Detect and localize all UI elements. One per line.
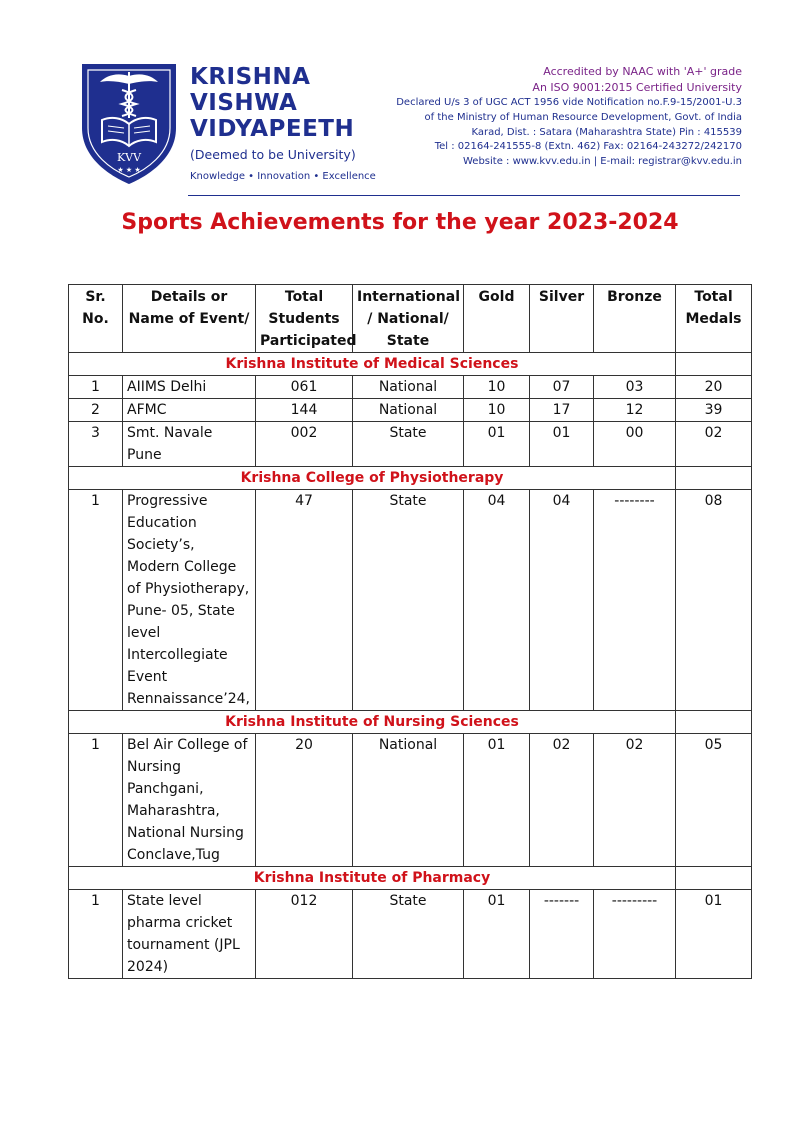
cell-silver: 17 bbox=[530, 399, 594, 422]
university-name-line3: VIDYAPEETH bbox=[190, 116, 355, 142]
section-row bbox=[69, 353, 752, 376]
cell-level: National bbox=[353, 399, 464, 422]
header-participants: Total Students Participated bbox=[256, 285, 353, 353]
cell-bronze: -------- bbox=[594, 490, 676, 711]
table-row bbox=[69, 376, 752, 399]
cell-total: 39 bbox=[676, 399, 752, 422]
cell-event: Progressive Education Society’s, Modern College of Physiotherapy, Pune- 05, State level Intercollegiate Event Rennaissance’24, bbox=[123, 490, 256, 711]
section-name: Krishna College of Physiotherapy bbox=[69, 467, 676, 490]
header-gold: Gold bbox=[464, 285, 530, 353]
section-name: Krishna Institute of Nursing Sciences bbox=[69, 711, 676, 734]
cell-bronze: 12 bbox=[594, 399, 676, 422]
cell-silver: 02 bbox=[530, 734, 594, 867]
cell-level: State bbox=[353, 890, 464, 979]
cell-sr: 1 bbox=[69, 376, 123, 399]
table-row bbox=[69, 399, 752, 422]
cell-total: 05 bbox=[676, 734, 752, 867]
cell-silver: 07 bbox=[530, 376, 594, 399]
letterhead-divider bbox=[188, 195, 740, 196]
university-name-line2: VISHWA bbox=[190, 90, 298, 116]
header-silver: Silver bbox=[530, 285, 594, 353]
cell-participants: 002 bbox=[256, 422, 353, 467]
cell-sr: 1 bbox=[69, 734, 123, 867]
accreditation-block bbox=[396, 64, 742, 170]
cell-level: State bbox=[353, 490, 464, 711]
cell-bronze: 00 bbox=[594, 422, 676, 467]
cell-level: National bbox=[353, 376, 464, 399]
cell-event: Bel Air College of Nursing Panchgani, Maharashtra, National Nursing Conclave,Tug bbox=[123, 734, 256, 867]
cell-sr: 2 bbox=[69, 399, 123, 422]
iso-certification: An ISO 9001:2015 Certified University bbox=[532, 81, 742, 94]
cell-total: 20 bbox=[676, 376, 752, 399]
section-row bbox=[69, 467, 752, 490]
cell-sr: 1 bbox=[69, 490, 123, 711]
cell-gold: 01 bbox=[464, 890, 530, 979]
cell-participants: 061 bbox=[256, 376, 353, 399]
cell-silver: 04 bbox=[530, 490, 594, 711]
cell-gold: 10 bbox=[464, 399, 530, 422]
cell-gold: 01 bbox=[464, 734, 530, 867]
header-sr-no: Sr. No. bbox=[69, 285, 123, 353]
cell-silver: ------- bbox=[530, 890, 594, 979]
cell-level: National bbox=[353, 734, 464, 867]
header-level: International / National/ State bbox=[353, 285, 464, 353]
letterhead bbox=[0, 0, 800, 200]
section-name: Krishna Institute of Medical Sciences bbox=[69, 353, 676, 376]
header-total-medals: Total Medals bbox=[676, 285, 752, 353]
telephone-line: Tel : 02164-241555-8 (Extn. 462) Fax: 02164-243272/242170 bbox=[434, 141, 742, 153]
cell-sr: 1 bbox=[69, 890, 123, 979]
cell-bronze: 02 bbox=[594, 734, 676, 867]
university-name-line1: KRISHNA bbox=[190, 64, 311, 90]
table-row bbox=[69, 734, 752, 867]
section-row bbox=[69, 867, 752, 890]
cell-silver: 01 bbox=[530, 422, 594, 467]
cell-participants: 47 bbox=[256, 490, 353, 711]
naac-accreditation: Accredited by NAAC with 'A+' grade bbox=[543, 65, 742, 78]
table-header-row bbox=[69, 285, 752, 353]
cell-level: State bbox=[353, 422, 464, 467]
ugc-declaration: Declared U/s 3 of UGC ACT 1956 vide Notification no.F.9-15/2001-U.3 bbox=[396, 97, 742, 108]
document-title: Sports Achievements for the year 2023-2024 bbox=[121, 210, 679, 235]
kvv-logo-shield-icon bbox=[76, 58, 182, 186]
cell-bronze: --------- bbox=[594, 890, 676, 979]
sports-achievements-table bbox=[68, 284, 752, 979]
cell-participants: 012 bbox=[256, 890, 353, 979]
deemed-university-label: (Deemed to be University) bbox=[190, 147, 356, 162]
cell-sr: 3 bbox=[69, 422, 123, 467]
cell-total: 08 bbox=[676, 490, 752, 711]
university-name bbox=[190, 64, 354, 142]
table-row bbox=[69, 422, 752, 467]
header-bronze: Bronze bbox=[594, 285, 676, 353]
cell-gold: 01 bbox=[464, 422, 530, 467]
cell-bronze: 03 bbox=[594, 376, 676, 399]
cell-event: AFMC bbox=[123, 399, 256, 422]
website-email-line: Website : www.kvv.edu.in | E-mail: registrar@kvv.edu.in bbox=[463, 156, 742, 168]
cell-participants: 144 bbox=[256, 399, 353, 422]
table-row bbox=[69, 890, 752, 979]
cell-event: AIIMS Delhi bbox=[123, 376, 256, 399]
cell-gold: 04 bbox=[464, 490, 530, 711]
section-row bbox=[69, 711, 752, 734]
table-row bbox=[69, 490, 752, 711]
cell-gold: 10 bbox=[464, 376, 530, 399]
cell-total: 02 bbox=[676, 422, 752, 467]
cell-participants: 20 bbox=[256, 734, 353, 867]
address-line: Karad, Dist. : Satara (Maharashtra State) Pin : 415539 bbox=[471, 126, 742, 138]
cell-total: 01 bbox=[676, 890, 752, 979]
cell-event: State level pharma cricket tournament (JPL 2024) bbox=[123, 890, 256, 979]
header-event: Details or Name of Event/ bbox=[123, 285, 256, 353]
svg-text:★ ★ ★: ★ ★ ★ bbox=[117, 166, 141, 174]
section-name: Krishna Institute of Pharmacy bbox=[69, 867, 676, 890]
logo-text: KVV bbox=[116, 151, 142, 164]
ministry-line: of the Ministry of Human Resource Development, Govt. of India bbox=[424, 111, 742, 123]
tagline: Knowledge • Innovation • Excellence bbox=[190, 171, 376, 182]
cell-event: Smt. Navale Pune bbox=[123, 422, 256, 467]
